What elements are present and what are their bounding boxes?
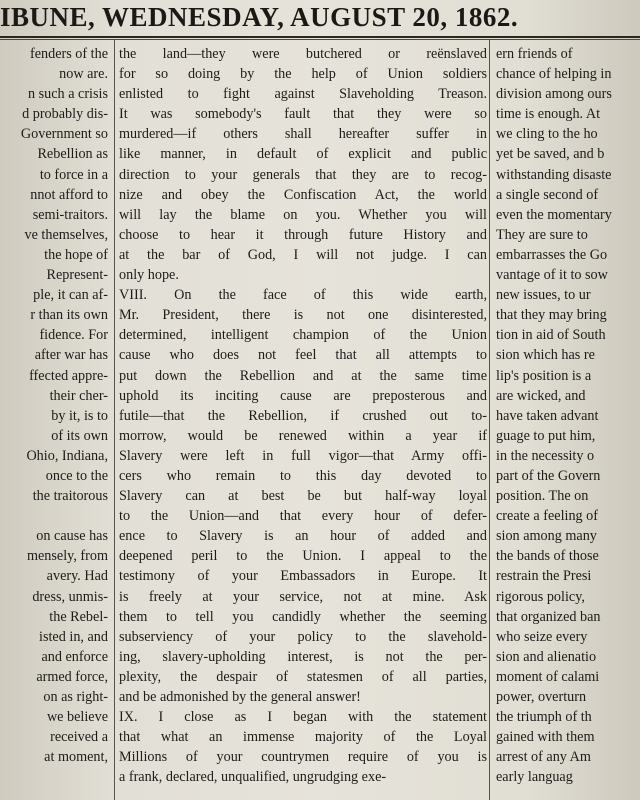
center-column-line: murdered—if others shall hereafter suffer in [119, 126, 487, 143]
right-column-line: are wicked, and [496, 387, 586, 404]
center-column-line: direction to your generals that they are to recog- [119, 166, 487, 183]
left-column-line: once to the [45, 467, 108, 484]
center-column-line: deepened peril to the Union. I appeal to the [119, 548, 487, 565]
left-column-line: mensely, from [26, 548, 108, 565]
center-column-line: at the bar of God, I will not judge. I can [119, 246, 487, 263]
left-column-line: the Rebel- [49, 608, 108, 625]
right-column-line: we cling to the ho [496, 126, 598, 143]
left-column-line: on cause has [36, 528, 108, 545]
center-column-line: subserviency of your policy to the slavehold- [119, 628, 487, 645]
center-column-line: a frank, declared, unqualified, ungrudging exe- [119, 769, 387, 786]
left-column-line: r than its own [30, 307, 108, 324]
left-column-line: at moment, [44, 749, 108, 766]
right-column-line: arrest of any Am [496, 749, 591, 766]
right-column-line: part of the Govern [496, 467, 601, 484]
left-column-line [0, 506, 110, 526]
center-column-line: nize and obey the Confiscation Act, the world [119, 186, 487, 203]
masthead-title: IBUNE, WEDNESDAY, AUGUST 20, 1862. [0, 2, 519, 32]
left-column-line: semi-traitors. [32, 206, 108, 223]
center-column-line: IX. I close as I began with the statement [119, 709, 487, 726]
center-column-line: will lay the blame on you. Whether you will [119, 206, 487, 223]
center-column-line: Mr. President, there is not one disinterested, [119, 307, 487, 324]
center-column-line: the land—they were butchered or reënslaved [119, 46, 487, 62]
right-column-line: time is enough. At [496, 106, 601, 123]
right-column-line: who seize every [496, 628, 588, 645]
left-column-line: the traitorous [32, 488, 108, 505]
left-column-line: n such a crisis [28, 86, 108, 103]
left-column-line: the hope of [44, 246, 108, 263]
center-column-line: choose to hear it through future History and [119, 226, 487, 243]
left-column-line: isted in, and [39, 628, 108, 645]
center-column-line: Slavery can at best be but half-way loyal [119, 488, 487, 505]
right-column-line: lip's position is a [496, 367, 592, 384]
left-column-line: and enforce [41, 648, 108, 665]
left-column-line: ple, it can af- [33, 287, 108, 304]
right-column-line: rigorous policy, [496, 588, 585, 605]
center-column-line: testimony of your Embassadors in Europe. It [119, 568, 487, 585]
right-column-line: new issues, to ur [496, 287, 591, 304]
left-column-line: fidence. For [39, 327, 108, 344]
left-column-line: by it, is to [51, 407, 108, 424]
left-column-line: now are. [59, 66, 108, 83]
right-column-line: in the necessity o [496, 447, 595, 464]
center-column-line: is freely at your service, not at mine. Ask [119, 588, 487, 605]
center-column-line: Slavery were left in full vigor—that Army offi- [119, 447, 487, 464]
right-column-line: even the momentary [496, 206, 612, 223]
left-column-line: ve themselves, [24, 226, 108, 243]
left-column-line: fenders of the [30, 46, 108, 62]
left-column-line: ffected appre- [29, 367, 108, 384]
right-column-line: that they may bring [496, 307, 607, 324]
center-column-line: for so doing by the help of Union soldiers [119, 66, 487, 83]
column-rule-left [114, 40, 115, 800]
left-column [0, 44, 110, 800]
right-column [492, 44, 640, 800]
center-column-line: them to tell you candidly whether the seeming [119, 608, 487, 625]
left-column-line: of its own [51, 427, 108, 444]
right-column-line: restrain the Presi [496, 568, 592, 585]
right-column-line: tion in aid of South [496, 327, 606, 344]
right-column-line: withstanding disaste [496, 166, 612, 183]
right-column-line: sion and alienatio [496, 648, 597, 665]
center-column-line: Millions of your countrymen require of you is [119, 749, 487, 766]
center-column [119, 44, 487, 800]
right-column-line: moment of calami [496, 668, 600, 685]
left-column-line: Ohio, Indiana, [26, 447, 108, 464]
right-column-line: that organized ban [496, 608, 601, 625]
center-column-line: cause who does not feel that all attempts to [119, 347, 487, 364]
center-column-line: put down the Rebellion and at the same time [119, 367, 487, 384]
masthead-rule [0, 39, 640, 40]
left-column-line: their cher- [49, 387, 108, 404]
right-column-line: sion which has re [496, 347, 595, 364]
right-column-line: have taken advant [496, 407, 599, 424]
left-column-line: armed force, [36, 668, 108, 685]
right-column-line: They are sure to [496, 226, 588, 243]
right-column-line: early languag [496, 769, 573, 786]
center-column-line: ence to Slavery is an hour of added and [119, 528, 487, 545]
right-column-line: a single second of [496, 186, 599, 203]
left-column-line: Government so [20, 126, 108, 143]
center-column-line: only hope. [119, 267, 179, 284]
right-column-line: power, overturn [496, 689, 587, 705]
right-column-line: guage to put him, [496, 427, 596, 444]
right-column-line: position. The on [496, 488, 589, 505]
center-column-line: It was somebody's fault that they were so [119, 106, 487, 123]
right-column-line: create a feeling of [496, 508, 599, 525]
center-column-line: uphold its inciting cause are preposterous and [119, 387, 487, 404]
center-column-line: like manner, in default of explicit and public [119, 146, 487, 163]
center-column-line: morrow, would be renewed within a year if [119, 427, 487, 444]
center-column-line: enlisted to fight against Slaveholding Treason. [119, 86, 487, 103]
right-column-line: gained with them [496, 729, 595, 746]
center-column-line: plexity, the despair of statesmen of all parties, [119, 668, 487, 685]
right-column-line: the triumph of th [496, 709, 592, 726]
masthead [0, 0, 640, 38]
right-column-line: vantage of it to sow [496, 267, 608, 284]
left-column-line: d probably dis- [22, 106, 108, 123]
right-column-line: sion among many [496, 528, 597, 545]
right-column-line: embarrasses the Go [496, 246, 608, 263]
left-column-line: we believe [46, 709, 108, 726]
left-column-line: nnot afford to [30, 186, 108, 203]
right-column-line: the bands of those [496, 548, 599, 565]
left-column-line: after war has [34, 347, 108, 364]
left-column-line: Represent- [46, 267, 108, 284]
right-column-line: division among ours [496, 86, 612, 103]
left-column-line: to force in a [39, 166, 108, 183]
center-column-line: futile—that the Rebellion, if crushed out to- [119, 407, 487, 424]
left-column-line: received a [50, 729, 108, 746]
right-column-line: ern friends of [496, 46, 573, 62]
center-column-line: cers who remain to this day devoted to [119, 467, 487, 484]
column-rule-right [489, 40, 490, 800]
right-column-line: yet be saved, and b [496, 146, 605, 163]
center-column-line: that what an immense majority of the Loyal [119, 729, 487, 746]
center-column-line: to the Union—and that every hour of defer- [119, 508, 487, 525]
left-column-line: on as right- [43, 689, 108, 705]
left-column-line: Rebellion as [37, 146, 108, 163]
left-column-line: avery. Had [46, 568, 108, 585]
center-column-line: VIII. On the face of this wide earth, [119, 287, 487, 304]
center-column-line: ing, slavery-upholding interest, is not the per- [119, 648, 487, 665]
center-column-line: determined, intelligent champion of the Union [119, 327, 487, 344]
right-column-line: chance of helping in [496, 66, 612, 83]
center-column-line: and be admonished by the general answer! [119, 689, 361, 705]
left-column-line: dress, unmis- [32, 588, 108, 605]
